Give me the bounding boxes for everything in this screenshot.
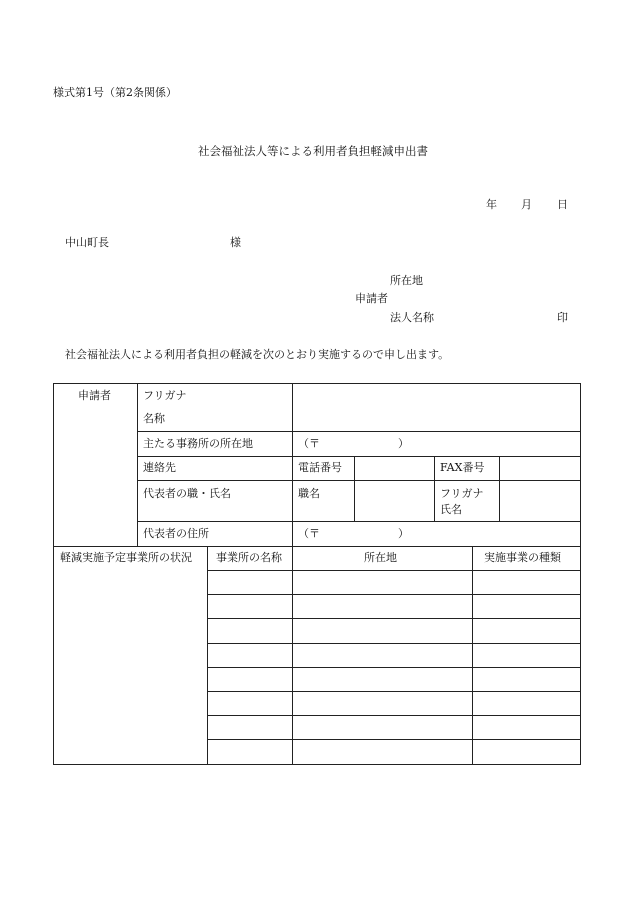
plan-header: 軽減実施予定事業所の状況 bbox=[60, 551, 192, 564]
rep-furigana-label: フリガナ bbox=[440, 487, 484, 500]
applicant-label: 申請者 bbox=[355, 292, 388, 305]
date-day: 日 bbox=[557, 198, 568, 211]
divider bbox=[434, 456, 435, 521]
position-field[interactable] bbox=[355, 481, 434, 521]
fax-field[interactable] bbox=[500, 457, 580, 480]
furigana-label: フリガナ bbox=[143, 389, 187, 402]
table-border-bottom bbox=[53, 764, 581, 765]
service-type-col-header: 実施事業の種類 bbox=[484, 551, 561, 564]
corp-name-label: 法人名称 bbox=[390, 311, 434, 324]
plan-row[interactable] bbox=[208, 668, 580, 691]
contact-label: 連絡先 bbox=[143, 461, 176, 474]
table-border-right bbox=[580, 383, 581, 764]
rep-address-label: 代表者の住所 bbox=[143, 527, 209, 540]
position-label: 職名 bbox=[298, 487, 320, 500]
address-label: 所在地 bbox=[390, 274, 423, 287]
phone-field[interactable] bbox=[355, 457, 434, 480]
plan-row[interactable] bbox=[208, 644, 580, 667]
plan-row[interactable] bbox=[208, 571, 580, 594]
main-office-label: 主たる事務所の所在地 bbox=[143, 437, 253, 450]
main-office-postal-open: （〒 bbox=[298, 437, 320, 450]
phone-label: 電話番号 bbox=[298, 461, 342, 474]
document-title: 社会福祉法人等による利用者負担軽減申出書 bbox=[198, 144, 428, 158]
date-year: 年 bbox=[486, 198, 497, 211]
fax-label: FAX番号 bbox=[440, 461, 485, 474]
rep-address-postal-close: ） bbox=[398, 527, 409, 540]
plan-row[interactable] bbox=[208, 692, 580, 715]
seal-mark: 印 bbox=[557, 311, 568, 324]
main-office-postal-close: ） bbox=[398, 437, 409, 450]
rep-name-field[interactable] bbox=[500, 481, 580, 521]
plan-row[interactable] bbox=[208, 716, 580, 739]
plan-row[interactable] bbox=[208, 619, 580, 643]
form-number: 様式第1号（第2条関係） bbox=[53, 86, 177, 99]
representative-label: 代表者の職・氏名 bbox=[143, 487, 231, 500]
office-name-col-header: 事業所の名称 bbox=[216, 551, 282, 564]
statement-text: 社会福祉法人による利用者負担の軽減を次のとおり実施するので申し出ます。 bbox=[65, 348, 450, 361]
plan-row[interactable] bbox=[208, 740, 580, 764]
plan-row[interactable] bbox=[208, 595, 580, 618]
rep-address-postal-open: （〒 bbox=[298, 527, 320, 540]
table-border-left bbox=[53, 383, 54, 764]
addressee-name: 中山町長 bbox=[65, 236, 109, 249]
name-field[interactable] bbox=[293, 384, 580, 431]
rep-name-label: 氏名 bbox=[440, 503, 462, 516]
addressee-honorific: 様 bbox=[230, 236, 241, 249]
divider bbox=[53, 546, 581, 547]
location-col-header: 所在地 bbox=[364, 551, 397, 564]
date-month: 月 bbox=[521, 198, 532, 211]
name-label: 名称 bbox=[143, 412, 165, 425]
applicant-header: 申請者 bbox=[78, 389, 111, 402]
rep-address-field[interactable] bbox=[320, 522, 580, 546]
main-office-field[interactable] bbox=[320, 432, 580, 456]
